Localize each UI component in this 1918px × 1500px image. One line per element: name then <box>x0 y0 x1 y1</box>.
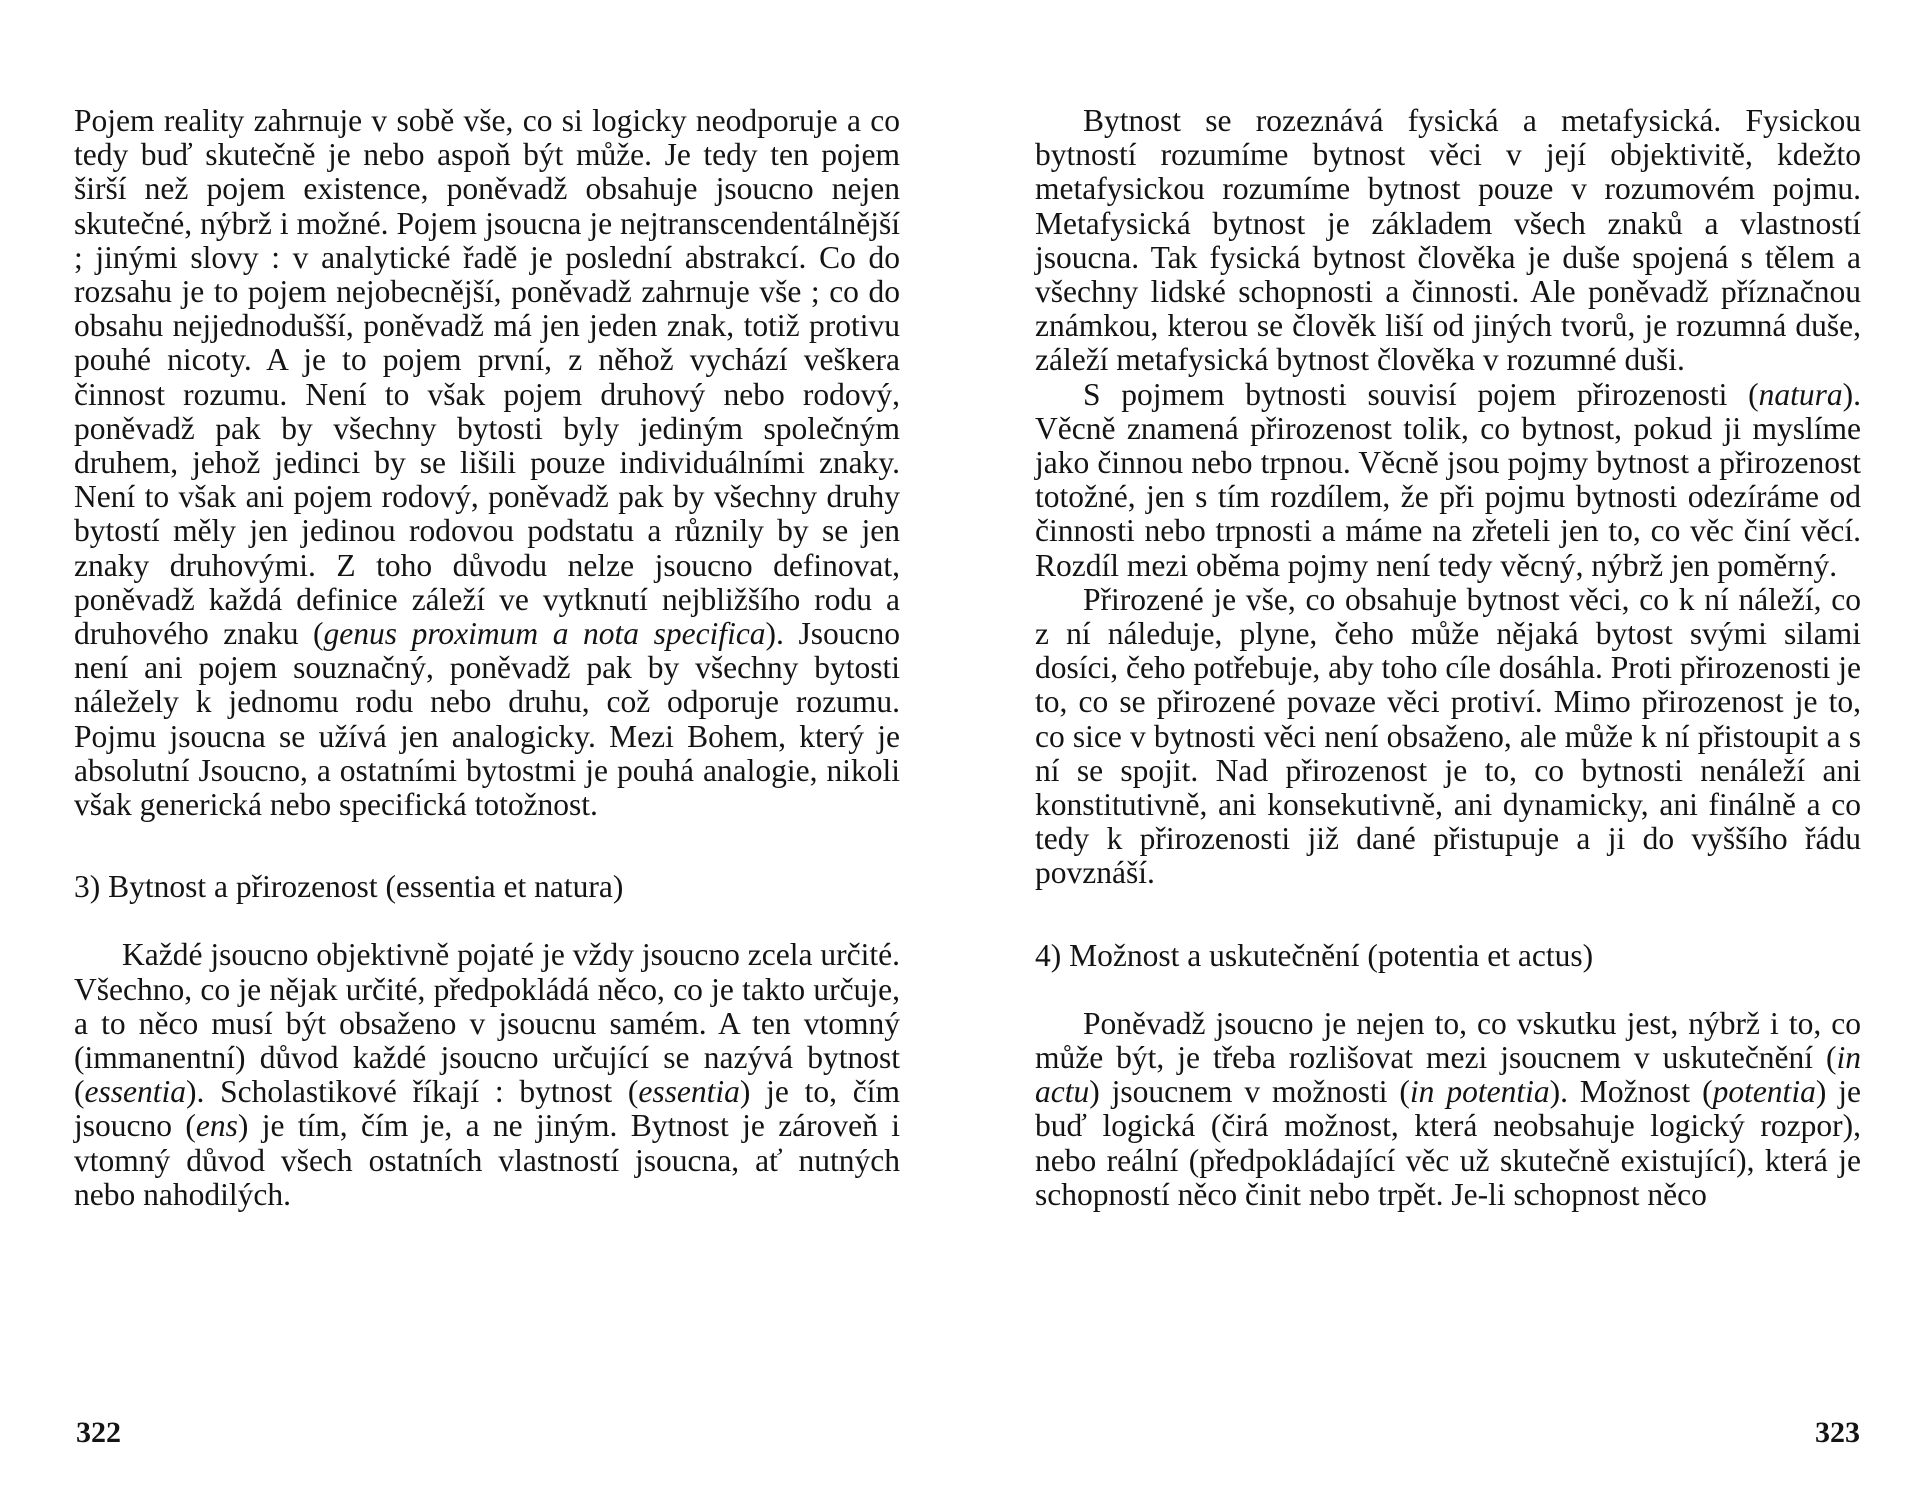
right-paragraph-bytnost: Bytnost se rozeznává fysická a metafysická. Fysickou bytností rozumíme bytnost věci v její objektivitě, kdežto metafysickou rozumíme bytnost pouze v rozumovém pojmu. Metafysická bytnost je základem všech znaků a vlastností jsoucna. Tak fysická bytnost člověka je duše spojená s tělem a všechny lidské schopnosti a činnosti. Ale poněvadž příznačnou známkou, kterou se člověk liší od jiných tvorů, je rozumná duše, záleží metafysická bytnost člověka v rozumné duši. <box>1035 103 1861 378</box>
right-para4-italic-1: in actu <box>1035 1040 1861 1110</box>
page-number-right: 323 <box>1815 1416 1860 1449</box>
left-para2-italic-3: ens <box>195 1108 238 1144</box>
left-para2-text-c: ) je to, čím jsoucno ( <box>74 1074 900 1144</box>
right-page <box>959 0 1918 1500</box>
left-para2-text-a: Každé jsoucno objektivně pojaté je vždy jsoucno zcela určité. Všechno, co je nějak určité, předpokládá něco, co je takto určuje, a to něco musí být obsaženo v jsoucnu samém. A ten vtomný (immanentní) důvod každé jsoucno určující se nazývá bytnost ( <box>74 937 900 1110</box>
left-para2-italic-1: essentia <box>84 1074 186 1110</box>
left-paragraph-essentia <box>74 938 900 1212</box>
right-para2-italic-1: natura <box>1758 376 1843 412</box>
right-para4-italic-3: potentia <box>1712 1074 1816 1110</box>
spacer <box>1035 973 1861 1007</box>
right-para4-text-c: ). Možnost ( <box>1549 1074 1713 1110</box>
left-para1-italic: genus proximum a nota specifica <box>323 616 766 652</box>
right-paragraph-prirozenost <box>1035 378 1861 583</box>
right-para4-text-d: ) je buď logická (čirá možnost, která neobsahuje logický rozpor), nebo reální (předpokládající věc už skutečně existující), která je schopností něco činit nebo trpět. Je-li schopnost něco <box>1035 1074 1861 1212</box>
left-para1-text: Pojem reality zahrnuje v sobě vše, co si logicky neodporuje a co tedy buď skutečně je nebo aspoň být může. Je tedy ten pojem širší než pojem existence, poněvadž obsahuje jsoucno nejen skutečné, nýbrž i možné. Pojem jsoucna je nejtranscendentálnější ; jinými slovy : v analytické řadě je poslední abstrakcí. Co do rozsahu je to pojem nejobecnější, poněvadž zahrnuje vše ; co do obsahu nejjednodušší, poněvadž má jen jeden znak, totiž protivu pouhé nicoty. A je to pojem první, z něhož vychází veškera činnost rozumu. Není to však pojem druhový nebo rodový, poněvadž pak by všechny bytosti byly jediným společným druhem, jehož jedinci by se lišili pouze individuálními znaky. Není to však ani pojem rodový, poněvadž pak by všechny druhy bytostí měly jen jedinou rodovou podstatu a různily by se jen znaky druhovými. Z toho důvodu nelze jsoucno definovat, poněvadž každá definice záleží ve vytknutí nejbližšího rodu a druhového znaku ( <box>74 103 900 652</box>
right-para2-text-a: S pojmem bytnosti souvisí pojem přirozenosti ( <box>1083 376 1759 412</box>
left-text-column <box>74 104 900 1212</box>
right-para4-italic-2: in potentia <box>1409 1074 1550 1110</box>
right-para4-text-a: Poněvadž jsoucno je nejen to, co vskutku jest, nýbrž i to, co může být, je třeba rozlišovat mezi jsoucnem v uskutečnění ( <box>1035 1005 1861 1076</box>
right-paragraph-prirozene: Přirozené je vše, co obsahuje bytnost věci, co k ní náleží, co z ní náleduje, plyne, čeho může nějaká bytost svými silami dosíci, čeho potřebuje, aby toho cíle dosáhla. Proti přirozenosti je to, co se přirozené povaze věci protiví. Mimo přirozenost je to, co sice v bytnosti věci není obsaženo, ale může k ní přistoupit a s ní se spojit. Nad přirozenost je to, co bytnosti nenáleží ani konstitutivně, ani konsekutivně, ani dynamicky, ani finálně a co tedy k přirozenosti již dané přistupuje a ji do vyššího řádu povznáší. <box>1035 581 1861 891</box>
left-para1-continuation: ). Jsoucno není ani pojem souznačný, poněvadž pak by všechny bytosti náležely k jednomu rodu nebo druhu, což odporuje rozumu. Pojmu jsoucna se užívá jen analogicky. Mezi Bohem, který je absolutní Jsoucno, a ostatními bytostmi je pouhá analogie, nikoli však generická nebo specifická totožnost. <box>74 616 900 823</box>
spacer <box>74 822 900 870</box>
page-number-left: 322 <box>76 1416 121 1449</box>
left-para2-text-d: ) je tím, čím je, a ne jiným. Bytnost je zároveň i vtomný důvod všech ostatních vlastností jsoucna, ať nutných nebo nahodilých. <box>74 1108 900 1212</box>
spacer <box>74 904 900 938</box>
left-para2-text-b: ). Scholastikové říkají : bytnost ( <box>185 1074 639 1110</box>
right-text-column <box>1035 104 1861 1212</box>
section-heading-3: 3) Bytnost a přirozenost (essentia et natura) <box>74 869 624 905</box>
right-para2-text-b: ). Věcně znamená přirozenost tolik, co bytnost, pokud ji myslíme jako činnou nebo trpnou. Věcně jsou pojmy bytnost a přirozenost totožné, jen s tím rozdílem, že při pojmu bytnosti odezíráme od činnosti nebo trpnosti a máme na zřeteli jen to, co věc činí věcí. Rozdíl mezi oběma pojmy není tedy věcný, nýbrž jen poměrný. <box>1035 376 1861 583</box>
left-para2-italic-2: essentia <box>638 1074 740 1110</box>
section-heading-4: 4) Možnost a uskutečnění (potentia et actus) <box>1035 937 1594 973</box>
left-paragraph-reality <box>74 104 900 822</box>
right-para4-text-b: ) jsoucnem v možnosti ( <box>1089 1074 1410 1110</box>
spacer <box>1035 891 1861 939</box>
right-paragraph-moznost <box>1035 1007 1861 1212</box>
